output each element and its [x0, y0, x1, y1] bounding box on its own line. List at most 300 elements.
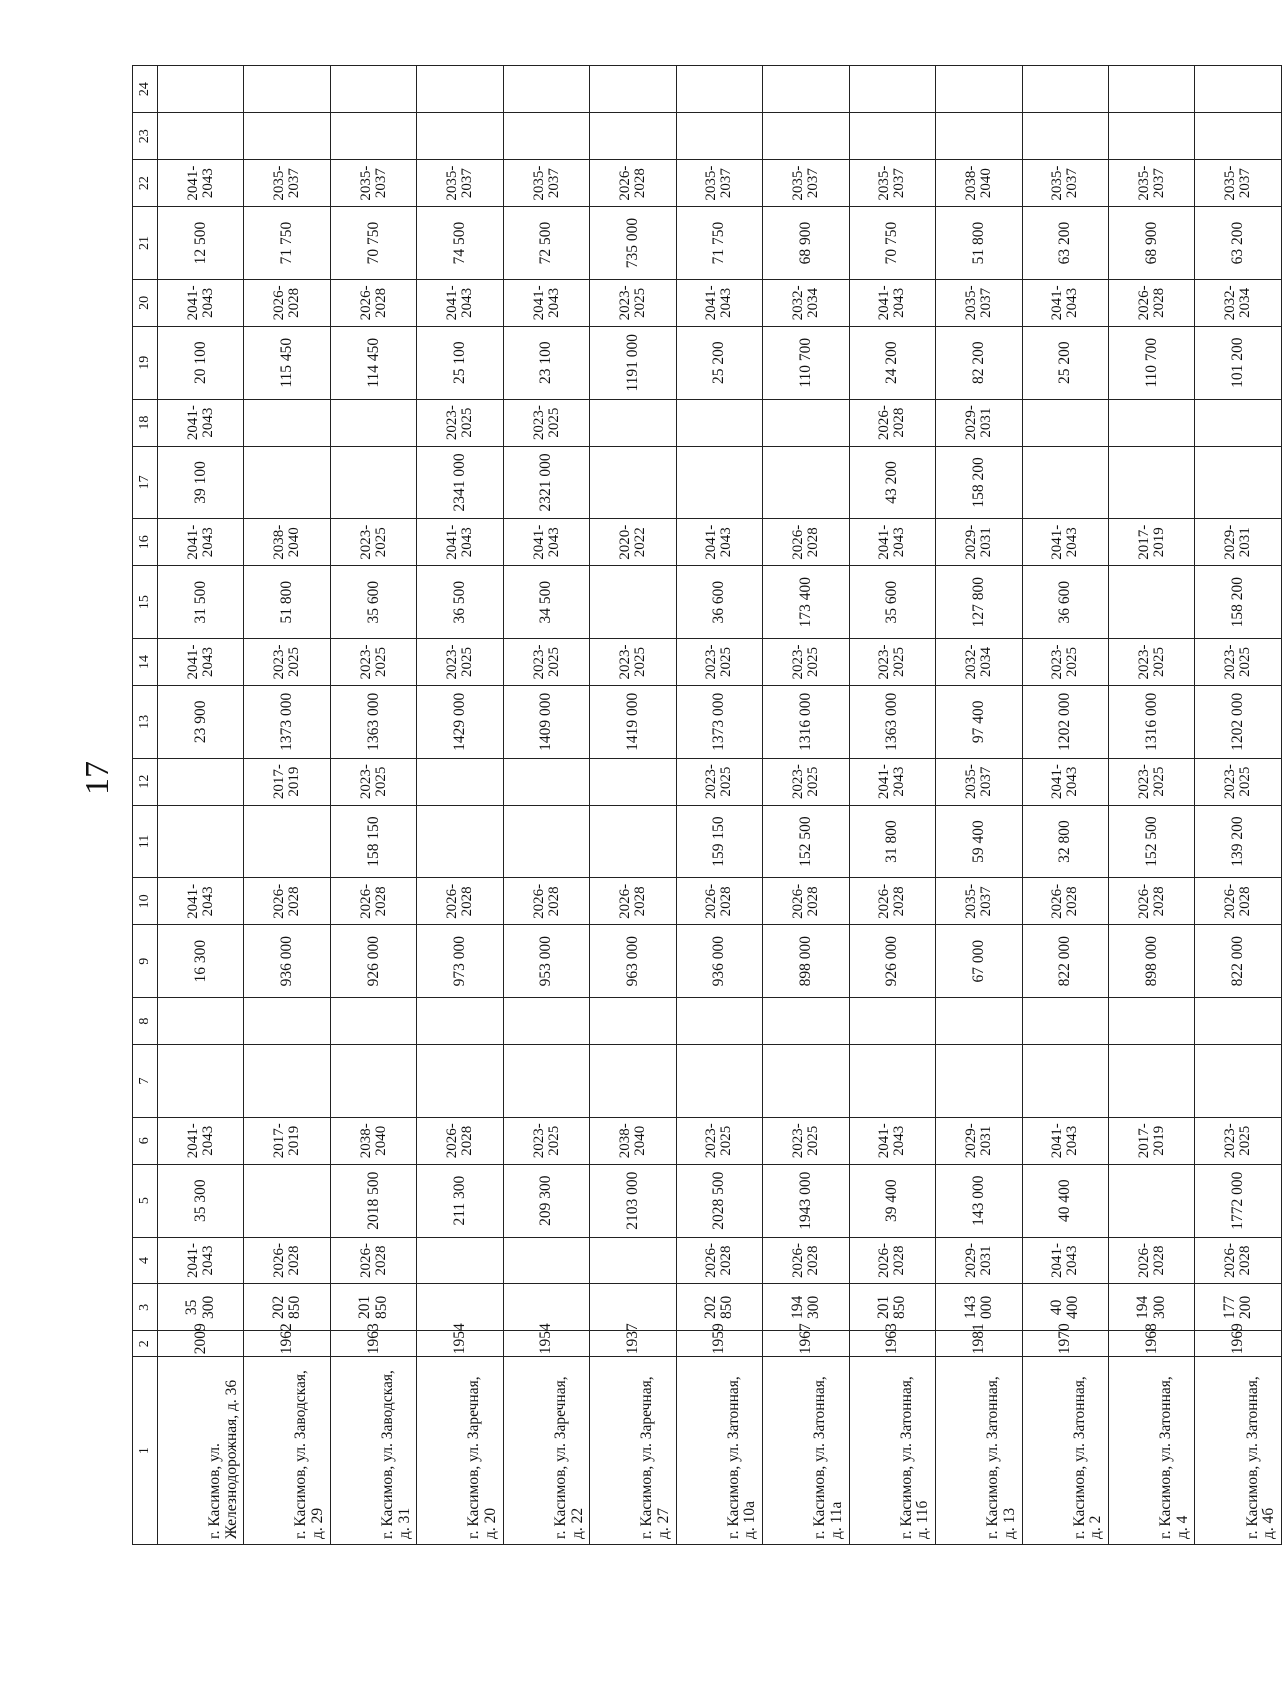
- value-cell: 82 200: [936, 326, 1022, 399]
- table-row: [849, 66, 935, 1545]
- period-cell: 2035- 2037: [330, 160, 416, 207]
- period-cell: 2029- 2031: [936, 1237, 1022, 1284]
- value-cell: [936, 66, 1022, 113]
- value-cell: 1316 000: [763, 685, 849, 758]
- column-number-12: 12: [133, 758, 158, 805]
- column-number-23: 23: [133, 113, 158, 160]
- value-cell: 898 000: [1108, 925, 1194, 998]
- value-cell: [330, 66, 416, 113]
- period-cell: 2023- 2025: [1195, 758, 1282, 805]
- period-cell: 2041- 2043: [158, 399, 244, 446]
- period-cell: 2026- 2028: [1108, 279, 1194, 326]
- value-cell: 97 400: [936, 685, 1022, 758]
- period-cell: 2026- 2028: [503, 878, 589, 925]
- value-cell: 59 400: [936, 805, 1022, 878]
- value-cell: [1022, 399, 1108, 446]
- period-cell: 2041- 2043: [1022, 1117, 1108, 1164]
- period-cell: 2026- 2028: [244, 279, 330, 326]
- period-cell: 2023- 2025: [330, 519, 416, 566]
- value-cell: 1373 000: [244, 685, 330, 758]
- period-cell: 2038- 2040: [330, 1117, 416, 1164]
- value-cell: [503, 998, 589, 1045]
- period-cell: 2035- 2037: [1108, 160, 1194, 207]
- column-number-17: 17: [133, 446, 158, 519]
- column-number-16: 16: [133, 519, 158, 566]
- value-cell: 127 800: [936, 566, 1022, 639]
- value-cell: [590, 805, 676, 878]
- value-cell: [763, 1045, 849, 1118]
- column-number-13: 13: [133, 685, 158, 758]
- value-cell: [849, 998, 935, 1045]
- period-cell: 2032- 2034: [763, 279, 849, 326]
- year-cell: 1963: [330, 1331, 416, 1357]
- period-cell: 2026- 2028: [849, 399, 935, 446]
- period-cell: 2035- 2037: [676, 160, 762, 207]
- value-cell: 70 750: [330, 207, 416, 280]
- value-cell: [590, 1045, 676, 1118]
- value-cell: 35 300: [158, 1164, 244, 1237]
- period-cell: 2026- 2028: [1195, 1237, 1282, 1284]
- value-cell: 23 100: [503, 326, 589, 399]
- value-cell: 35 600: [849, 566, 935, 639]
- period-cell: 2023- 2025: [417, 639, 503, 686]
- value-cell: 114 450: [330, 326, 416, 399]
- period-cell: 2023- 2025: [503, 399, 589, 446]
- value-cell: 63 200: [1195, 207, 1282, 280]
- value-cell: [330, 399, 416, 446]
- year-cell: 2009: [158, 1331, 244, 1357]
- period-cell: 2038- 2040: [936, 160, 1022, 207]
- year-cell: 1967: [763, 1331, 849, 1357]
- period-cell: 2017- 2019: [1108, 519, 1194, 566]
- period-cell: 2023- 2025: [1108, 639, 1194, 686]
- value-cell: [1022, 446, 1108, 519]
- address-cell: г. Касимов, ул. Затонная, д. 4: [1108, 1357, 1194, 1545]
- value-cell: 1363 000: [849, 685, 935, 758]
- value-cell: 1419 000: [590, 685, 676, 758]
- address-cell: г. Касимов, ул. Заречная, д. 20: [417, 1357, 503, 1545]
- value-cell: [590, 113, 676, 160]
- table-row: [244, 66, 330, 1545]
- value-cell: 23 900: [158, 685, 244, 758]
- period-cell: 2023- 2025: [330, 758, 416, 805]
- value-cell: 16 300: [158, 925, 244, 998]
- value-cell: [244, 66, 330, 113]
- value-cell: 926 000: [330, 925, 416, 998]
- column-number-10: 10: [133, 878, 158, 925]
- value-cell: 115 450: [244, 326, 330, 399]
- period-cell: 2023- 2025: [676, 758, 762, 805]
- value-cell: 67 000: [936, 925, 1022, 998]
- column-number-15: 15: [133, 566, 158, 639]
- table-row: [676, 66, 762, 1545]
- value-cell: [1022, 66, 1108, 113]
- column-number-22: 22: [133, 160, 158, 207]
- period-cell: 2041- 2043: [417, 519, 503, 566]
- value-cell: 822 000: [1195, 925, 1282, 998]
- period-cell: 2041- 2043: [1022, 758, 1108, 805]
- value-cell: [676, 1045, 762, 1118]
- value-cell: 63 200: [1022, 207, 1108, 280]
- period-cell: 2017- 2019: [244, 1117, 330, 1164]
- value-cell: 201 850: [330, 1284, 416, 1331]
- period-cell: 2026- 2028: [1022, 878, 1108, 925]
- column-number-19: 19: [133, 326, 158, 399]
- period-cell: 2041- 2043: [158, 1117, 244, 1164]
- period-cell: 2017- 2019: [1108, 1117, 1194, 1164]
- value-cell: 152 500: [1108, 805, 1194, 878]
- value-cell: [590, 399, 676, 446]
- period-cell: 2035- 2037: [244, 160, 330, 207]
- value-cell: 1373 000: [676, 685, 762, 758]
- period-cell: 2026- 2028: [330, 878, 416, 925]
- table-row: [417, 66, 503, 1545]
- value-cell: [503, 113, 589, 160]
- value-cell: [1108, 66, 1194, 113]
- value-cell: 36 500: [417, 566, 503, 639]
- value-cell: 71 750: [676, 207, 762, 280]
- value-cell: 1316 000: [1108, 685, 1194, 758]
- period-cell: 2026- 2028: [244, 878, 330, 925]
- value-cell: [158, 758, 244, 805]
- period-cell: 2023- 2025: [244, 639, 330, 686]
- period-cell: 2041- 2043: [1022, 1237, 1108, 1284]
- value-cell: [1195, 1045, 1282, 1118]
- value-cell: 735 000: [590, 207, 676, 280]
- period-cell: 2041- 2043: [158, 878, 244, 925]
- column-number-18: 18: [133, 399, 158, 446]
- value-cell: 2341 000: [417, 446, 503, 519]
- period-cell: 2023- 2025: [763, 758, 849, 805]
- value-cell: 158 200: [936, 446, 1022, 519]
- period-cell: 2041- 2043: [158, 1237, 244, 1284]
- period-cell: 2026- 2028: [1108, 878, 1194, 925]
- value-cell: 72 500: [503, 207, 589, 280]
- value-cell: [244, 113, 330, 160]
- value-cell: 2321 000: [503, 446, 589, 519]
- value-cell: [330, 1045, 416, 1118]
- value-cell: [763, 399, 849, 446]
- value-cell: [1108, 1045, 1194, 1118]
- value-cell: 2103 000: [590, 1164, 676, 1237]
- value-cell: [936, 113, 1022, 160]
- period-cell: 2041- 2043: [503, 519, 589, 566]
- value-cell: [417, 113, 503, 160]
- value-cell: 209 300: [503, 1164, 589, 1237]
- value-cell: [158, 1045, 244, 1118]
- column-number-24: 24: [133, 66, 158, 113]
- period-cell: 2020- 2022: [590, 519, 676, 566]
- value-cell: [590, 998, 676, 1045]
- period-cell: 2041- 2043: [849, 279, 935, 326]
- value-cell: [417, 758, 503, 805]
- value-cell: [1022, 113, 1108, 160]
- value-cell: [503, 805, 589, 878]
- column-number-21: 21: [133, 207, 158, 280]
- value-cell: 1191 000: [590, 326, 676, 399]
- value-cell: [158, 66, 244, 113]
- value-cell: [503, 1045, 589, 1118]
- value-cell: [763, 66, 849, 113]
- value-cell: 39 400: [849, 1164, 935, 1237]
- value-cell: 110 700: [1108, 326, 1194, 399]
- year-cell: 1954: [417, 1331, 503, 1357]
- value-cell: 953 000: [503, 925, 589, 998]
- value-cell: 152 500: [763, 805, 849, 878]
- value-cell: [763, 113, 849, 160]
- period-cell: 2023- 2025: [1195, 639, 1282, 686]
- value-cell: 1202 000: [1195, 685, 1282, 758]
- period-cell: 2041- 2043: [849, 758, 935, 805]
- value-cell: [1195, 446, 1282, 519]
- value-cell: [763, 998, 849, 1045]
- value-cell: 158 200: [1195, 566, 1282, 639]
- value-cell: 973 000: [417, 925, 503, 998]
- period-cell: 2041- 2043: [1022, 519, 1108, 566]
- period-cell: 2023- 2025: [763, 1117, 849, 1164]
- table-row: [763, 66, 849, 1545]
- value-cell: [1195, 998, 1282, 1045]
- period-cell: 2026- 2028: [763, 519, 849, 566]
- period-cell: 2041- 2043: [676, 279, 762, 326]
- period-cell: 2041- 2043: [158, 639, 244, 686]
- value-cell: [1022, 1045, 1108, 1118]
- period-cell: 2038- 2040: [590, 1117, 676, 1164]
- period-cell: 2035- 2037: [936, 878, 1022, 925]
- period-cell: 2035- 2037: [503, 160, 589, 207]
- period-cell: 2041- 2043: [1022, 279, 1108, 326]
- period-cell: 2032- 2034: [1195, 279, 1282, 326]
- value-cell: [244, 805, 330, 878]
- column-number-4: 4: [133, 1237, 158, 1284]
- period-cell: 2026- 2028: [330, 279, 416, 326]
- value-cell: [244, 1045, 330, 1118]
- column-number-1: 1: [133, 1357, 158, 1545]
- value-cell: 36 600: [676, 566, 762, 639]
- period-cell: 2026- 2028: [849, 878, 935, 925]
- value-cell: 1772 000: [1195, 1164, 1282, 1237]
- value-cell: [590, 1237, 676, 1284]
- period-cell: 2029- 2031: [936, 399, 1022, 446]
- value-cell: 68 900: [763, 207, 849, 280]
- value-cell: 110 700: [763, 326, 849, 399]
- period-cell: 2026- 2028: [590, 160, 676, 207]
- period-cell: 2026- 2028: [763, 1237, 849, 1284]
- value-cell: 1943 000: [763, 1164, 849, 1237]
- period-cell: 2041- 2043: [676, 519, 762, 566]
- value-cell: 2028 500: [676, 1164, 762, 1237]
- column-number-6: 6: [133, 1117, 158, 1164]
- value-cell: [244, 998, 330, 1045]
- value-cell: [244, 1164, 330, 1237]
- value-cell: 32 800: [1022, 805, 1108, 878]
- column-number-3: 3: [133, 1284, 158, 1331]
- value-cell: 194 300: [763, 1284, 849, 1331]
- value-cell: [503, 758, 589, 805]
- period-cell: 2023- 2025: [503, 639, 589, 686]
- value-cell: 74 500: [417, 207, 503, 280]
- period-cell: 2026- 2028: [676, 878, 762, 925]
- period-cell: 2023- 2025: [590, 639, 676, 686]
- value-cell: 25 100: [417, 326, 503, 399]
- value-cell: [244, 446, 330, 519]
- column-number-5: 5: [133, 1164, 158, 1237]
- period-cell: 2041- 2043: [417, 279, 503, 326]
- value-cell: 40 400: [1022, 1284, 1108, 1331]
- value-cell: [1108, 113, 1194, 160]
- period-cell: 2023- 2025: [417, 399, 503, 446]
- period-cell: 2023- 2025: [849, 639, 935, 686]
- column-number-20: 20: [133, 279, 158, 326]
- period-cell: 2026- 2028: [330, 1237, 416, 1284]
- column-number-8: 8: [133, 998, 158, 1045]
- value-cell: 24 200: [849, 326, 935, 399]
- address-cell: г. Касимов, ул. Заречная, д. 27: [590, 1357, 676, 1545]
- value-cell: 158 150: [330, 805, 416, 878]
- year-cell: 1937: [590, 1331, 676, 1357]
- period-cell: 2035- 2037: [1022, 160, 1108, 207]
- address-cell: г. Касимов, ул. Затонная, д. 2: [1022, 1357, 1108, 1545]
- period-cell: 2026- 2028: [763, 878, 849, 925]
- value-cell: [330, 113, 416, 160]
- year-cell: 1968: [1108, 1331, 1194, 1357]
- value-cell: [158, 805, 244, 878]
- value-cell: [849, 66, 935, 113]
- period-cell: 2029- 2031: [936, 519, 1022, 566]
- value-cell: [1195, 66, 1282, 113]
- address-cell: г. Касимов, ул. Заречная, д. 22: [503, 1357, 589, 1545]
- period-cell: 2023- 2025: [330, 639, 416, 686]
- capital-repair-table: [132, 65, 1282, 1545]
- period-cell: 2023- 2025: [676, 639, 762, 686]
- value-cell: [158, 998, 244, 1045]
- address-cell: г. Касимов, ул. Заводская, д. 31: [330, 1357, 416, 1545]
- column-number-9: 9: [133, 925, 158, 998]
- period-cell: 2023- 2025: [676, 1117, 762, 1164]
- address-cell: г. Касимов, ул. Затонная, д. 13: [936, 1357, 1022, 1545]
- table-row: [1108, 66, 1194, 1545]
- period-cell: 2035- 2037: [763, 160, 849, 207]
- value-cell: 159 150: [676, 805, 762, 878]
- value-cell: 926 000: [849, 925, 935, 998]
- period-cell: 2017- 2019: [244, 758, 330, 805]
- value-cell: [676, 66, 762, 113]
- address-cell: г. Касимов, ул. Затонная, д. 10а: [676, 1357, 762, 1545]
- period-cell: 2026- 2028: [676, 1237, 762, 1284]
- value-cell: 173 400: [763, 566, 849, 639]
- address-cell: г. Касимов, ул. Затонная, д. 11б: [849, 1357, 935, 1545]
- period-cell: 2029- 2031: [936, 1117, 1022, 1164]
- value-cell: [1108, 566, 1194, 639]
- address-cell: г. Касимов, ул. Заводская, д. 29: [244, 1357, 330, 1545]
- value-cell: 36 600: [1022, 566, 1108, 639]
- value-cell: 31 500: [158, 566, 244, 639]
- value-cell: [503, 1237, 589, 1284]
- table-row: [503, 66, 589, 1545]
- value-cell: [936, 998, 1022, 1045]
- period-cell: 2026- 2028: [1195, 878, 1282, 925]
- period-cell: 2026- 2028: [417, 1117, 503, 1164]
- value-cell: [330, 998, 416, 1045]
- value-cell: 31 800: [849, 805, 935, 878]
- address-cell: г. Касимов, ул. Затонная, д. 11а: [763, 1357, 849, 1545]
- value-cell: [1108, 1164, 1194, 1237]
- period-cell: 2041- 2043: [849, 519, 935, 566]
- value-cell: [676, 399, 762, 446]
- year-cell: 1981: [936, 1331, 1022, 1357]
- page-number: 17: [79, 761, 116, 795]
- value-cell: [590, 566, 676, 639]
- address-cell: г. Касимов, ул. Железнодорожная, д. 36: [158, 1357, 244, 1545]
- period-cell: 2026- 2028: [1108, 1237, 1194, 1284]
- table-row: [1195, 66, 1282, 1545]
- value-cell: 35 600: [330, 566, 416, 639]
- value-cell: 68 900: [1108, 207, 1194, 280]
- value-cell: 143 000: [936, 1164, 1022, 1237]
- value-cell: [590, 66, 676, 113]
- value-cell: 25 200: [1022, 326, 1108, 399]
- value-cell: 211 300: [417, 1164, 503, 1237]
- value-cell: [676, 998, 762, 1045]
- value-cell: 35 300: [158, 1284, 244, 1331]
- value-cell: [1108, 446, 1194, 519]
- period-cell: 2035- 2037: [936, 279, 1022, 326]
- year-cell: 1969: [1195, 1331, 1282, 1357]
- period-cell: 2041- 2043: [503, 279, 589, 326]
- value-cell: 1429 000: [417, 685, 503, 758]
- value-cell: 898 000: [763, 925, 849, 998]
- value-cell: 34 500: [503, 566, 589, 639]
- rotated-table-wrapper: [132, 65, 1282, 1545]
- period-cell: 2038- 2040: [244, 519, 330, 566]
- column-number-7: 7: [133, 1045, 158, 1118]
- period-cell: 2041- 2043: [158, 519, 244, 566]
- column-number-row: [133, 66, 158, 1545]
- table-row: [158, 66, 244, 1545]
- value-cell: [244, 399, 330, 446]
- period-cell: 2023- 2025: [1108, 758, 1194, 805]
- value-cell: 194 300: [1108, 1284, 1194, 1331]
- value-cell: 1363 000: [330, 685, 416, 758]
- period-cell: 2032- 2034: [936, 639, 1022, 686]
- year-cell: 1959: [676, 1331, 762, 1357]
- value-cell: [676, 113, 762, 160]
- period-cell: 2035- 2037: [849, 160, 935, 207]
- value-cell: [503, 66, 589, 113]
- value-cell: 43 200: [849, 446, 935, 519]
- value-cell: [1108, 399, 1194, 446]
- value-cell: [936, 1045, 1022, 1118]
- value-cell: [417, 1045, 503, 1118]
- value-cell: 177 200: [1195, 1284, 1282, 1331]
- period-cell: 2023- 2025: [503, 1117, 589, 1164]
- value-cell: [1108, 998, 1194, 1045]
- value-cell: 936 000: [244, 925, 330, 998]
- value-cell: 40 400: [1022, 1164, 1108, 1237]
- table-row: [590, 66, 676, 1545]
- period-cell: 2035- 2037: [1195, 160, 1282, 207]
- value-cell: 51 800: [244, 566, 330, 639]
- value-cell: [590, 758, 676, 805]
- value-cell: 51 800: [936, 207, 1022, 280]
- value-cell: 202 850: [676, 1284, 762, 1331]
- column-number-11: 11: [133, 805, 158, 878]
- value-cell: 822 000: [1022, 925, 1108, 998]
- column-number-14: 14: [133, 639, 158, 686]
- value-cell: 12 500: [158, 207, 244, 280]
- period-cell: 2023- 2025: [590, 279, 676, 326]
- period-cell: 2041- 2043: [158, 160, 244, 207]
